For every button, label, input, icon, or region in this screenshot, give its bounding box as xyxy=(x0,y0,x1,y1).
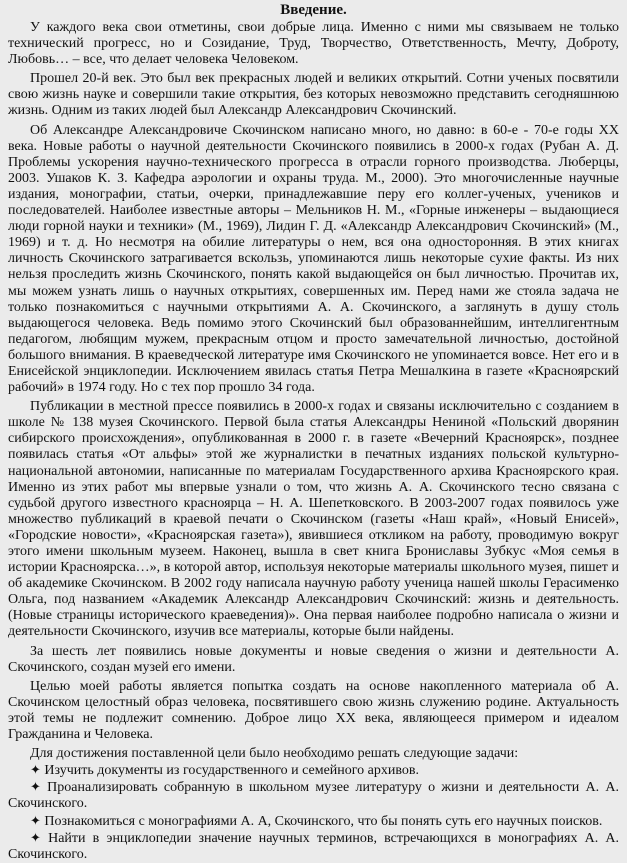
list-item xyxy=(8,814,619,830)
task-text: Познакомиться с монографиями А. А, Скочинского, что бы понять суть его научных поисков. xyxy=(44,813,603,829)
four-pointed-star-icon: ✦ xyxy=(30,830,41,846)
task-text: Проанализировать собранную в школьном музее литературу о жизни и деятельности А. А. Скочинского. xyxy=(8,780,619,812)
task-text: Найти в энциклопедии значение научных терминов, встречающихся в монографиях А. А. Скочинского. xyxy=(8,830,620,862)
paragraph-local-press: Публикации в местной прессе появились в 2000-х годах и связаны исключительно с созданием в школе № 138 музея Скочинского. Первой была статья Александры Нениной «Польский дворянин сибирского происхождения», опубликованная в 2000 г. в газете «Вечерний Красноярск», позднее появилась статья «От альфы» этой же журналистки в печатных изданиях польской культурно-национальной автономии, написанные по материалам Государственного архива Красноярского края. Именно из этих работ мы впервые узнали о том, что жизнь А. А. Скочинского тесно связана с судьбой другого известного красноярца – Н. А. Шепетковского. В 2003-2007 годах появилось уже множество публикаций в краевой печати о Скочинском (газеты «Наш край», «Новый Енисей», «Городские новости», «Красноярская газета»), явившиеся откликом на работу, проводимую вокруг этого имени школьным музеем. Наконец, вышла в свет книга Брониславы Зубкус «Моя семья в истории Красноярска…», в которой автор, используя некоторые материалы школьного музея, пишет и об академике Скочинском. В 2002 году написала научную работу ученица нашей школы Герасименко Ольга, под названием «Академик Александр Александрович Скочинский: жизнь и деятельность. (Новые страницы исторического краеведения)». Она первая наиболее подробно написала о жизни и деятельности Скочинского, изучив все материалы, которые были найдены. xyxy=(8,399,619,640)
paragraph-20th-century: Прошел 20-й век. Это был век прекрасных людей и великих открытий. Сотни ученых посвятили свою жизнь науке и совершили такие открытия, без которых невозможно представить сегодняшнюю жизнь. Одним из таких людей был Александр Александрович Скочинский. xyxy=(8,71,619,119)
paragraph-literature-review: Об Александре Александровиче Скочинском написано много, но давно: в 60-е - 70-е годы XX века. Новые работы о научной деятельности Скочинского появились в 2000-х годах (Рубан А. Д. Проблемы ускорения научно-технического прогресса в отрасли горного производства. Люберцы, 2003. Ушаков К. З. Кафедра аэрологии и охраны труда. М., 2000). Это многочисленные научные издания, монографии, статьи, очерки, принадлежавшие перу его коллег-ученых, учеников и последователей. Наиболее известные авторы – Мельников Н. М., «Горные инженеры – выдающиеся люди горной науки и техники» (М., 1969), Лидин Г. Д. «Александр Александрович Скочинский» (М., 1969) и т. д. Но несмотря на обилие литературы о нем, вся она односторонняя. В этих книгах личность Скочинского затрагивается вскользь, упоминаются лишь некоторые сухие факты. Из них нельзя проследить жизнь Скочинского, понять какой выдающейся он был личностью. Прочитав их, мы можем узнать лишь о научных открытиях, совершенных им. Перед нами же стояла задача не только познакомиться с научными открытиями А. А. Скочинского, а заглянуть в душу столь выдающегося человека. Ведь помимо этого Скочинский был образованнейшим, интеллигентным педагогом, любящим мужем, прекрасным отцом и просто замечательной личностью, достойной большого внимания. В краеведческой литературе имя Скочинского не упоминается вовсе. Нет его и в Енисейской энциклопедии. Исключением явилась статья Петра Мешалкина в газете «Красноярский рабочий» в 1974 году. Но с тех пор прошло 34 года. xyxy=(8,122,619,396)
document-title: Введение. xyxy=(280,2,347,18)
four-pointed-star-icon: ✦ xyxy=(30,813,41,829)
four-pointed-star-icon: ✦ xyxy=(30,763,41,779)
paragraph-goal: Целью моей работы является попытка создать на основе накопленного материала об А. Скочинском целостный образ человека, посвятившего свою жизнь служению родине. Актуальность этой темы не подлежит сомнению. Доброе лицо XX века, являющееся примером и идеалом Гражданина и Человека. xyxy=(8,678,619,743)
list-item xyxy=(8,763,619,779)
list-item xyxy=(8,780,619,812)
paragraph-tasks-intro: Для достижения поставленной цели было необходимо решать следующие задачи: xyxy=(30,746,519,762)
four-pointed-star-icon: ✦ xyxy=(30,780,41,796)
paragraph-new-documents: За шесть лет появились новые документы и новые сведения о жизни и деятельности А. Скочинского, создан музей его имени. xyxy=(8,643,619,675)
task-text: Изучить документы из государственного и семейного архивов. xyxy=(44,763,419,779)
paragraph-intro: У каждого века свои отметины, свои добрые лица. Именно с ними мы связываем не только технический прогресс, но и Созидание, Труд, Творчество, Ответственность, Мечту, Доброту, Любовь… – все, что делает человека Человеком. xyxy=(8,20,619,68)
task-list xyxy=(8,763,619,863)
list-item xyxy=(8,831,619,863)
